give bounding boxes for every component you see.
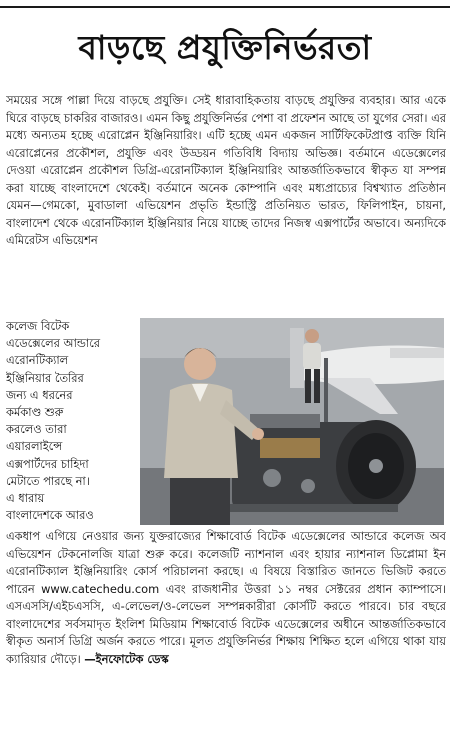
engineer-hand — [252, 428, 264, 440]
worker-leg — [305, 369, 311, 403]
side-column-line: কলেজ বিটেক — [6, 319, 70, 333]
article-paragraph-bottom — [6, 528, 446, 728]
worker-head — [305, 329, 319, 343]
engine-cradle — [228, 504, 398, 512]
side-column-line: এয়ারলাইন্সে — [6, 439, 63, 454]
side-column-line: করলেও তারা — [6, 422, 67, 437]
engine-fitting — [301, 479, 315, 493]
engine-spinner — [369, 459, 383, 473]
side-column-line: ইঞ্জিনিয়ার তৈরির — [6, 370, 84, 385]
side-column-line: এডেক্সেলের আন্ডারে — [6, 336, 101, 351]
worker-leg — [314, 369, 320, 403]
top-rule — [0, 6, 450, 8]
side-column-line: জন্য এ ধরনের — [6, 387, 73, 402]
side-column-line: কর্মকাণ্ড শুরু — [6, 405, 64, 420]
stand-post — [290, 328, 304, 388]
side-column-line: মেটাতে পারছে না। — [6, 473, 90, 488]
engine-accessory — [250, 414, 320, 428]
article-paragraph-top: সময়ের সঙ্গে পাল্লা দিয়ে বাড়ছে প্রযুক্তি। সেই ধারাবাহিকতায় বাড়ছে প্রযুক্তির ব্যবহার। আর একে ঘিরে বাড়ছে চাকরির বাজারও। এমন কিছু প্রযুক্তিনির্ভর পেশা বা প্রফেশন আছে তা যুগের সেরা। এর মধ্যে অন্যতম হচ্ছে এরোপ্লেন ইঞ্জিনিয়ারিং। এটি হচ্ছে এমন একজন সার্টিফিকেটপ্রাপ্ত ব্যক্তি যিনি এরোপ্লেনের প্রকৌশল, প্রযুক্তি এবং উড্ডয়ন গতিবিধি বিদ্যায় অভিজ্ঞ। বর্তমানে এডেক্সেলের দেওয়া এরোপ্লেন প্রকৌশল ডিগ্রি-এরোনটিক্যাল ইঞ্জিনিয়ারিং আন্তর্জাতিকভাবে স্বীকৃত যা সম্পন্ন করা যাচ্ছে বাংলাদেশে থেকেই। বর্তমানে অনেক কোম্পানি এবং মধ্যপ্রাচ্যের বিশ্বখ্যাত প্রতিষ্ঠান যেমন—গেমকো, মুবাডালা এভিয়েশন প্রভৃতি ইন্ডাস্ট্রি প্রতিনিয়ত ভারত, ফিলিপাইন, চায়না, বাংলাদেশ থেকে এরোনটিক্যাল ইঞ্জিনিয়ার নিয়ে যাচ্ছে তাদের নিজস্ব এক্সপার্টের অভাবে। অন্যদিকে এমিরেটস এভিয়েশন — [6, 93, 446, 247]
jet-window-strip — [390, 348, 444, 358]
engine-fitting — [263, 469, 281, 487]
side-column-line: বাংলাদেশকে আরও — [6, 508, 94, 523]
photo-illustration — [140, 318, 444, 525]
side-column-line: এরোনটিক্যাল — [6, 353, 69, 368]
ladder-rail — [324, 358, 328, 428]
engine-bracket — [260, 438, 320, 458]
aircraft-engine-photo — [140, 318, 444, 525]
paragraph-bottom-text: একধাপ এগিয়ে নেওয়ার জন্য যুক্তরাজ্যের শিক্ষাবোর্ড বিটেক এডেক্সেলের আন্ডারে কলেজ অব এভিয়েশন টেকনোলজি যাত্রা শুরু করে। কলেজটি ন্যাশনাল এবং হায়ার ন্যাশনাল ডিপ্লোমা ইন এরোনটিক্যাল ইঞ্জিনিয়ারিং কোর্স পরিচালনা করছে। এ বিষয়ে বিস্তারিত জানতে ভিজিট করতে পারেন www.catechedu.com এবং রাজধানীর উত্তরা ১১ নম্বর সেক্টরের প্রধান ক্যাম্পাসে। এসএসসি/এইচএসসি, এ-লেভেল/ও-লেভেল সম্পন্নকারীরা কোর্সটি করতে পারবে। চার বছরে বাংলাদেশের সর্বসমাদৃত ইংলিশ মিডিয়াম শিক্ষাবোর্ড বিটেক এডেক্সেলের অধীনে আন্তর্জাতিকভাবে স্বীকৃত অনার্স ডিগ্রি অর্জন করতে পারে। মূলত প্রযুক্তিনির্ভর শিক্ষায় শিক্ষিত হলে এগিয়ে থাকা যায় ক্যারিয়ার দৌড়ে। — [6, 529, 446, 666]
side-column-line: এক্সপার্টদের চাহিদা — [6, 456, 89, 471]
engineer-trousers — [170, 478, 230, 525]
side-column-line: এ ধারায় — [6, 491, 45, 506]
article-side-column — [6, 318, 136, 528]
article-byline: —ইনফোটেক ডেস্ক — [84, 651, 169, 666]
article-headline: বাড়ছে প্রযুক্তিনির্ভরতা — [78, 28, 372, 67]
worker-shirt — [303, 343, 321, 369]
